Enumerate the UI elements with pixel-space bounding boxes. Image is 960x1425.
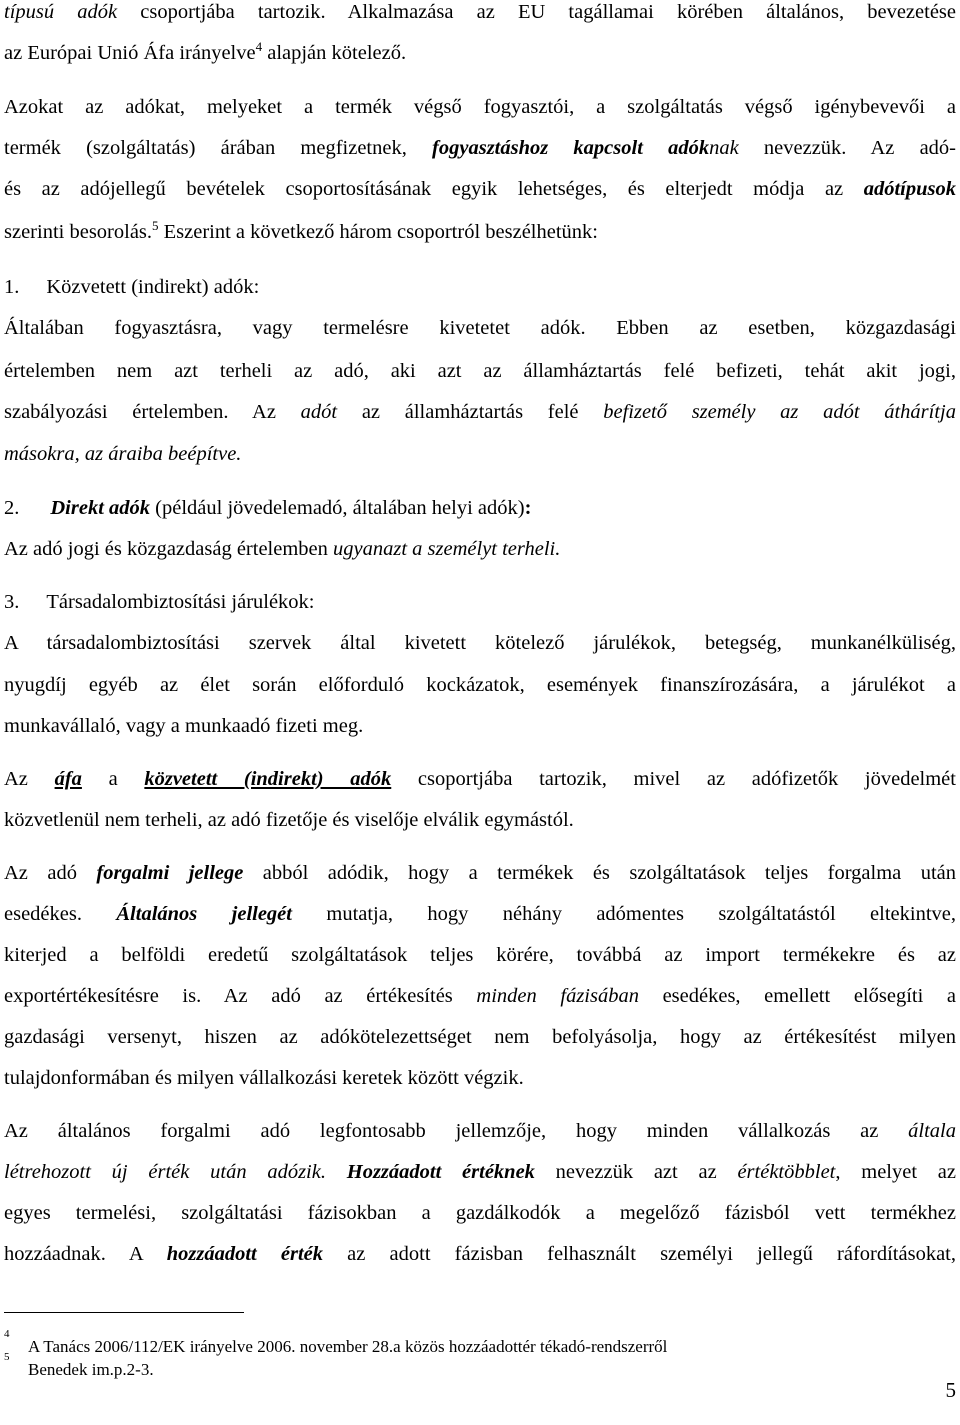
footnote-ref: 4 [255,39,263,55]
text-line: egyes termelési, szolgáltatási fázisokban a gazdálkodók a megelőző fázisból vett termékhez [4,1202,956,1224]
text-line: hozzáadnak. A hozzáadott érték az adott fázisban felhasznált személyi jellegű ráfordításokat, [4,1243,956,1265]
text-line: közvetlenül nem terheli, az adó fizetője és viselője elválik egymástól. [4,809,574,831]
text-line: gazdasági versenyt, hiszen az adókötelezettséget nem befolyásolja, hogy az értékesítést milyen [4,1026,956,1048]
text-line: másokra, az áraiba beépítve. [4,443,242,465]
footnote: 4 A Tanács 2006/112/EK irányelve 2006. november 28.a közös hozzáadottér tékadó-rendszerről [4,1328,668,1356]
text-line: Általában fogyasztásra, vagy termelésre kivetetet adók. Ebben az esetben, közgazdasági [4,317,956,339]
page-number: 5 [945,1378,956,1402]
text-line: Az adó forgalmi jellege abból adódik, hogy a termékek és szolgáltatások teljes forgalma után [4,862,956,884]
text-line: esedékes. Általános jellegét mutatja, hogy néhány adómentes szolgáltatástól eltekintve, [4,903,957,925]
text-line: termék (szolgáltatás) árában megfizetnek, fogyasztáshoz kapcsolt adóknak nevezzük. Az adó- [4,137,957,159]
text-line: létrehozott új érték után adózik. Hozzáadott értéknek nevezzük azt az értéktöbblet, melyet az [4,1161,956,1183]
list-heading: 3. Társadalombiztosítási járulékok: [4,591,315,613]
text-line: Az adó jogi és közgazdaság értelemben ugyanazt a személyt terheli. [4,538,561,560]
text-line: Az általános forgalmi adó legfontosabb jellemzője, hogy minden vállalkozás az általa [4,1120,956,1142]
text-line: értelemben nem azt terheli az adó, aki azt az államháztartás felé befizeti, tehát akit jogi, [4,360,956,382]
footnote-ref: 5 [152,218,159,234]
text-line: nyugdíj egyéb az élet során előforduló kockázatok, események finanszírozására, a járulékot a [4,674,956,696]
text-line: és az adójellegű bevételek csoportosításának egyik lehetséges, és elterjedt módja az adótípusok [4,178,956,200]
list-heading: 1. Közvetett (indirekt) adók: [4,276,260,298]
text-line: munkavállaló, vagy a munkaadó fizeti meg. [4,715,364,737]
text-line: tulajdonformában és milyen vállalkozási keretek között végzik. [4,1067,524,1089]
footnote: 5 Benedek im.p.2-3. [4,1351,154,1379]
text-line: kiterjed a belföldi eredetű szolgáltatások teljes körére, továbbá az import termékekre és az [4,944,956,966]
text-line: szabályozási értelemben. Az adót az államháztartás felé befizető személy az adót áthárítja [4,401,956,423]
text-line: szerinti besorolás.$^5$ Eszerint a következő három csoportról beszélhetünk: [4,218,598,243]
text-line: típusú adók csoportjába tartozik. Alkalmazása az EU tagállamai körében általános, bevezetése [4,1,956,23]
footnote-divider [4,1312,244,1313]
text-line: Azokat az adókat, melyeket a termék végső fogyasztói, a szolgáltatás végső igénybevevői a [4,96,956,118]
text-line: exportértékesítésre is. Az adó az értékesítés minden fázisában esedékes, emellett elősegíti a [4,985,956,1007]
text-line: Az áfa a közvetett (indirekt) adók csoportjába tartozik, mivel az adófizetők jövedelmét [4,768,956,790]
text-line: A társadalombiztosítási szervek által kivetett kötelező járulékok, betegség, munkanélküliség, [4,632,956,654]
text-line: az Európai Unió Áfa irányelve$^4$ alapján kötelező. [4,39,407,64]
list-heading: 2. Direkt adók (például jövedelemadó, általában helyi adók): [4,497,532,519]
